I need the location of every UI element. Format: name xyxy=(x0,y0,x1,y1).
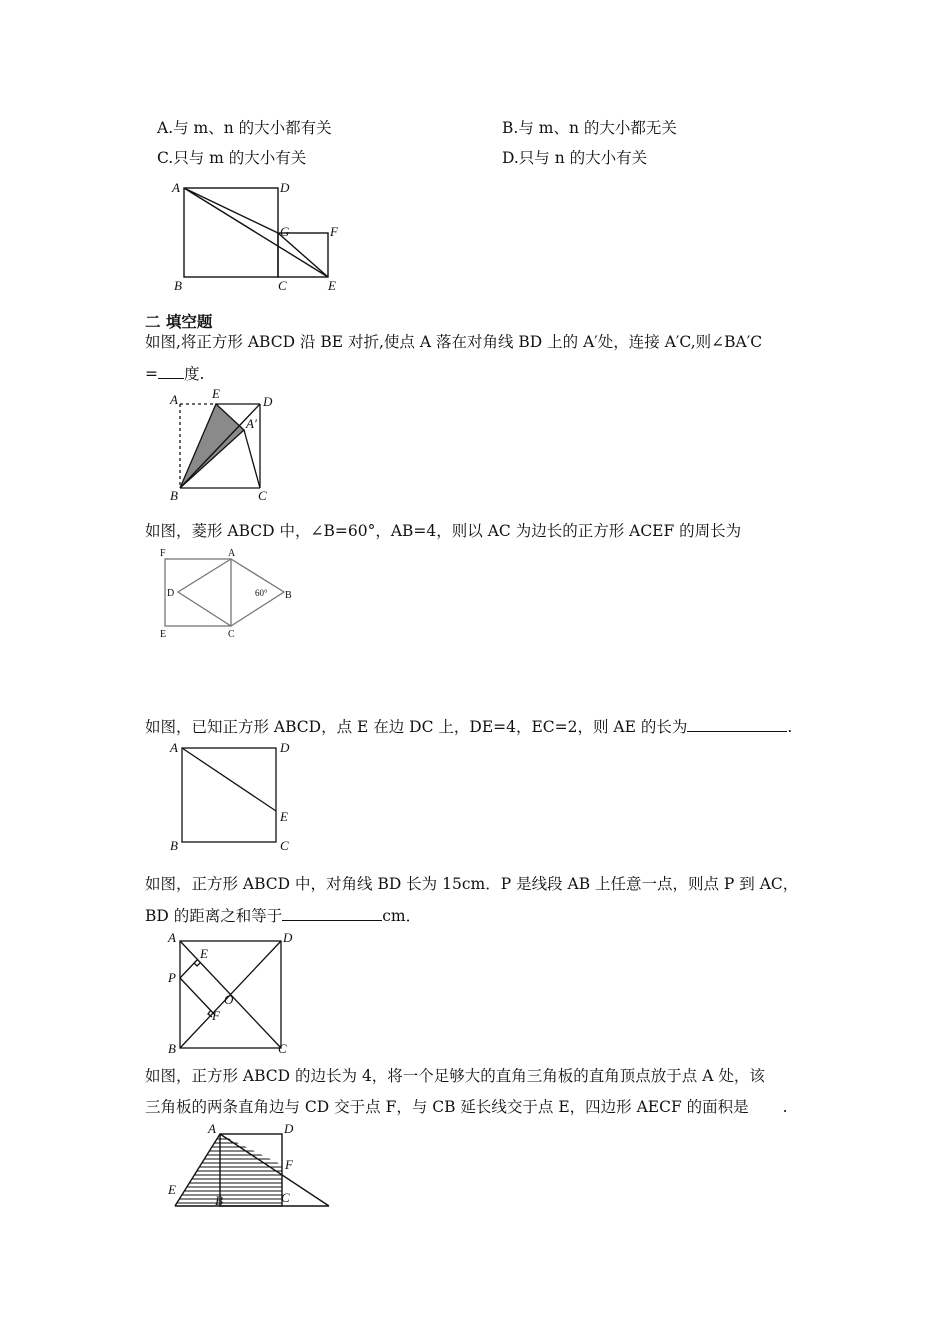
fig2-label-a-prime: A′ xyxy=(246,416,257,431)
q4-line1: 如图，正方形 ABCD 中，对角线 BD 长为 15cm．P 是线段 AB 上任意一点，则点 P 到 AC， xyxy=(145,875,799,893)
fig1-label-a: A xyxy=(172,180,180,195)
q2-line1: 如图，菱形 ABCD 中，∠B=60°，AB=4，则以 AC 为边长的正方形 ACEF 的周长为 xyxy=(145,522,742,540)
fig1-label-b: B xyxy=(174,278,182,293)
option-c: C.只与 m 的大小有关 xyxy=(157,149,307,167)
fig3-label-e: E xyxy=(160,629,167,640)
q3-prefix: 如图，已知正方形 ABCD，点 E 在边 DC 上，DE=4，EC=2，则 AE 的长为 xyxy=(145,718,688,736)
q5-line1: 如图，正方形 ABCD 的边长为 4，将一个足够大的直角三角板的直角顶点放于点 A 处，该 xyxy=(145,1067,765,1085)
fig6-label-b: B xyxy=(215,1193,223,1208)
fig3-label-d: D xyxy=(167,588,175,599)
fig3-label-f: F xyxy=(160,548,166,559)
fig4-label-d: D xyxy=(280,740,290,755)
fig4-label-b: B xyxy=(170,838,178,853)
fig2-label-e: E xyxy=(212,386,220,401)
fig4-label-c: C xyxy=(280,838,289,853)
q5-text: 三角板的两条直角边与 CD 交于点 F，与 CB 延长线交于点 E，四边形 AECF 的面积是 xyxy=(145,1098,749,1116)
fig3-label-b: B xyxy=(285,590,292,601)
q1-prefix: = xyxy=(145,365,158,383)
fig2-label-c: C xyxy=(258,488,267,503)
fig3-label-angle: 60° xyxy=(255,588,268,598)
q5-line2 xyxy=(145,1096,788,1118)
fig5-label-b: B xyxy=(168,1041,176,1056)
figure-6 xyxy=(166,1118,346,1218)
fig5-label-p: P xyxy=(168,970,176,985)
fig6-label-c: C xyxy=(281,1190,290,1205)
fig6-label-a: A xyxy=(208,1121,216,1136)
fig5-label-e: E xyxy=(200,946,208,961)
fig1-label-d: D xyxy=(280,180,290,195)
fig1-label-f: F xyxy=(330,224,338,239)
fig2-label-b: B xyxy=(170,488,178,503)
fig5-label-f: F xyxy=(212,1008,220,1023)
option-a: A.与 m、n 的大小都有关 xyxy=(157,119,332,137)
option-d: D.只与 n 的大小有关 xyxy=(502,149,648,167)
figure-2 xyxy=(168,386,298,505)
q3-suffix: . xyxy=(787,718,793,736)
fig4-label-a: A xyxy=(170,740,178,755)
figure-3 xyxy=(158,545,308,640)
fig1-label-c: C xyxy=(278,278,287,293)
fig5-label-c: C xyxy=(278,1041,287,1056)
q1-line1: 如图,将正方形 ABCD 沿 BE 对折,使点 A 落在对角线 BD 上的 A′处，连接 A′C,则∠BA′C xyxy=(145,333,763,351)
fig2-label-a: A xyxy=(170,392,178,407)
figure-5 xyxy=(166,928,306,1056)
fig5-label-d: D xyxy=(283,930,293,945)
fig6-label-f: F xyxy=(285,1157,293,1172)
q4-suffix: cm． xyxy=(382,907,422,925)
fig1-label-g: G xyxy=(280,224,290,239)
q3-line1 xyxy=(145,715,792,738)
option-b: B.与 m、n 的大小都无关 xyxy=(502,119,677,137)
q1-line2 xyxy=(145,362,204,385)
figure-1 xyxy=(168,180,348,293)
fig6-label-e: E xyxy=(168,1182,176,1197)
q3-answer-blank[interactable] xyxy=(687,715,787,732)
fig3-label-a: A xyxy=(228,548,236,559)
q1-answer-blank[interactable] xyxy=(158,362,184,379)
q1-suffix: 度. xyxy=(184,365,205,383)
fig1-label-e: E xyxy=(328,278,336,293)
fig2-label-d: D xyxy=(263,394,273,409)
fig5-label-o: O xyxy=(224,992,234,1007)
section-title: 二 填空题 xyxy=(145,313,213,331)
fig4-label-e: E xyxy=(280,809,288,824)
fig6-label-d: D xyxy=(284,1121,294,1136)
q4-line2 xyxy=(145,904,421,927)
q5-suffix: . xyxy=(782,1098,788,1116)
fig3-label-c: C xyxy=(228,629,235,640)
figure-4 xyxy=(168,740,308,855)
q4-prefix: BD 的距离之和等于 xyxy=(145,907,283,925)
fig5-label-a: A xyxy=(168,930,176,945)
q4-answer-blank[interactable] xyxy=(282,904,382,921)
